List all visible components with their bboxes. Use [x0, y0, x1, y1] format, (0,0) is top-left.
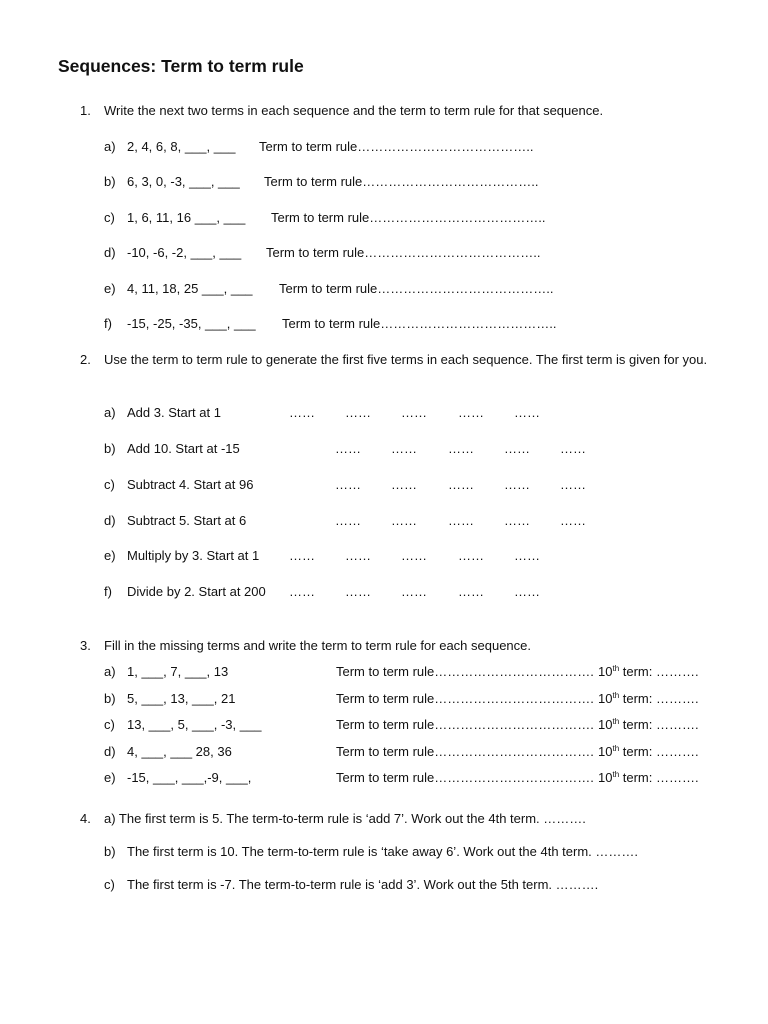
rule-prompt: Term to term rule…………………………………..	[266, 245, 541, 260]
tenth-term-prompt	[598, 691, 699, 707]
q2-number: 2.	[80, 352, 91, 367]
blank-term: ……	[504, 441, 530, 456]
item-label: a)	[104, 664, 116, 679]
item-label: a)	[104, 405, 116, 420]
ordinal-suffix: th	[612, 691, 620, 700]
item-label: c)	[104, 877, 115, 892]
ordinal-suffix: th	[612, 717, 620, 726]
item-label: c)	[104, 717, 115, 732]
sequence-text: 4, 11, 18, 25 ___, ___	[127, 281, 253, 296]
blank-term: ……	[560, 477, 586, 492]
item-label: f)	[104, 584, 112, 599]
blank-term: ……	[345, 548, 371, 563]
q3-instruction: Fill in the missing terms and write the term to term rule for each sequence.	[104, 638, 532, 653]
rule-prompt: Term to term rule…………………………………..	[264, 174, 539, 189]
tenth-term-prompt	[598, 744, 699, 760]
tenth-number: 10	[598, 770, 613, 785]
blank-term: ……	[391, 513, 417, 528]
tenth-number: 10	[598, 664, 613, 679]
blank-term: ……	[514, 405, 540, 420]
rule-text: Subtract 4. Start at 96	[127, 477, 254, 492]
blank-term: ……	[448, 477, 474, 492]
item-label: b)	[104, 844, 116, 859]
rule-text: Add 10. Start at -15	[127, 441, 240, 456]
blank-term: ……	[391, 441, 417, 456]
q3-number: 3.	[80, 638, 91, 653]
question-text: The first term is 10. The term-to-term rule is ‘take away 6’. Work out the 4th term. ……….	[127, 844, 639, 859]
blank-term: ……	[335, 477, 361, 492]
tenth-term-prompt	[598, 717, 699, 733]
blank-term: ……	[345, 584, 371, 599]
item-label: e)	[104, 770, 116, 785]
tenth-term-prompt	[598, 664, 699, 680]
sequence-text: 2, 4, 6, 8, ___, ___	[127, 139, 236, 154]
item-label: b)	[104, 441, 116, 456]
sequence-text: 4, ___, ___ 28, 36	[127, 744, 232, 759]
rule-prompt: Term to term rule…………………………………..	[259, 139, 534, 154]
blank-term: ……	[560, 513, 586, 528]
tenth-text: term: ……….	[619, 717, 699, 732]
item-label: e)	[104, 281, 116, 296]
blank-term: ……	[504, 477, 530, 492]
blank-term: ……	[448, 441, 474, 456]
blank-term: ……	[514, 584, 540, 599]
rule-text: Divide by 2. Start at 200	[127, 584, 266, 599]
ordinal-suffix: th	[612, 770, 620, 779]
tenth-number: 10	[598, 691, 613, 706]
tenth-term-prompt	[598, 770, 699, 786]
item-label: c)	[104, 477, 115, 492]
ordinal-suffix: th	[612, 744, 620, 753]
blank-term: ……	[401, 548, 427, 563]
ordinal-suffix: th	[612, 664, 620, 673]
rule-prompt: Term to term rule…………………………………..	[282, 316, 557, 331]
sequence-text: 6, 3, 0, -3, ___, ___	[127, 174, 240, 189]
q2-instruction: Use the term to term rule to generate the first five terms in each sequence. The first term is given for you.	[104, 352, 708, 367]
item-label: d)	[104, 744, 116, 759]
blank-term: ……	[448, 513, 474, 528]
blank-term: ……	[391, 477, 417, 492]
sequence-text: 13, ___, 5, ___, -3, ___	[127, 717, 262, 732]
blank-term: ……	[560, 441, 586, 456]
tenth-text: term: ……….	[619, 770, 699, 785]
sequence-text: -10, -6, -2, ___, ___	[127, 245, 242, 260]
blank-term: ……	[458, 584, 484, 599]
tenth-number: 10	[598, 744, 613, 759]
item-label: b)	[104, 174, 116, 189]
item-label: a)	[104, 139, 116, 154]
blank-term: ……	[335, 441, 361, 456]
item-label: d)	[104, 245, 116, 260]
blank-term: ……	[345, 405, 371, 420]
item-label: f)	[104, 316, 112, 331]
rule-text: Subtract 5. Start at 6	[127, 513, 247, 528]
q1-instruction: Write the next two terms in each sequence and the term to term rule for that sequence.	[104, 103, 604, 118]
q1-number: 1.	[80, 103, 91, 118]
sequence-text: -15, -25, -35, ___, ___	[127, 316, 256, 331]
page-title: Sequences: Term to term rule	[58, 56, 304, 76]
blank-term: ……	[401, 405, 427, 420]
rule-text: Add 3. Start at 1	[127, 405, 221, 420]
item-label: d)	[104, 513, 116, 528]
rule-prompt: Term to term rule……………………………….	[336, 744, 594, 759]
blank-term: ……	[289, 548, 315, 563]
rule-prompt: Term to term rule……………………………….	[336, 691, 594, 706]
tenth-text: term: ……….	[619, 664, 699, 679]
rule-prompt: Term to term rule……………………………….	[336, 770, 594, 785]
blank-term: ……	[335, 513, 361, 528]
blank-term: ……	[514, 548, 540, 563]
sequence-text: 1, ___, 7, ___, 13	[127, 664, 229, 679]
sequence-text: -15, ___, ___,-9, ___,	[127, 770, 252, 785]
tenth-number: 10	[598, 717, 613, 732]
item-label: c)	[104, 210, 115, 225]
tenth-text: term: ……….	[619, 744, 699, 759]
sequence-text: 1, 6, 11, 16 ___, ___	[127, 210, 246, 225]
q4-number: 4.	[80, 811, 91, 826]
question-text: The first term is -7. The term-to-term rule is ‘add 3’. Work out the 5th term. ……….	[127, 877, 599, 892]
rule-prompt: Term to term rule…………………………………..	[279, 281, 554, 296]
sequence-text: 5, ___, 13, ___, 21	[127, 691, 236, 706]
q4-part-a: a) The first term is 5. The term-to-term rule is ‘add 7’. Work out the 4th term. ……….	[104, 811, 586, 826]
blank-term: ……	[401, 584, 427, 599]
blank-term: ……	[458, 405, 484, 420]
blank-term: ……	[289, 405, 315, 420]
item-label: e)	[104, 548, 116, 563]
blank-term: ……	[289, 584, 315, 599]
blank-term: ……	[504, 513, 530, 528]
rule-prompt: Term to term rule…………………………………..	[271, 210, 546, 225]
blank-term: ……	[458, 548, 484, 563]
item-label: b)	[104, 691, 116, 706]
tenth-text: term: ……….	[619, 691, 699, 706]
rule-prompt: Term to term rule……………………………….	[336, 664, 594, 679]
rule-prompt: Term to term rule……………………………….	[336, 717, 594, 732]
rule-text: Multiply by 3. Start at 1	[127, 548, 260, 563]
